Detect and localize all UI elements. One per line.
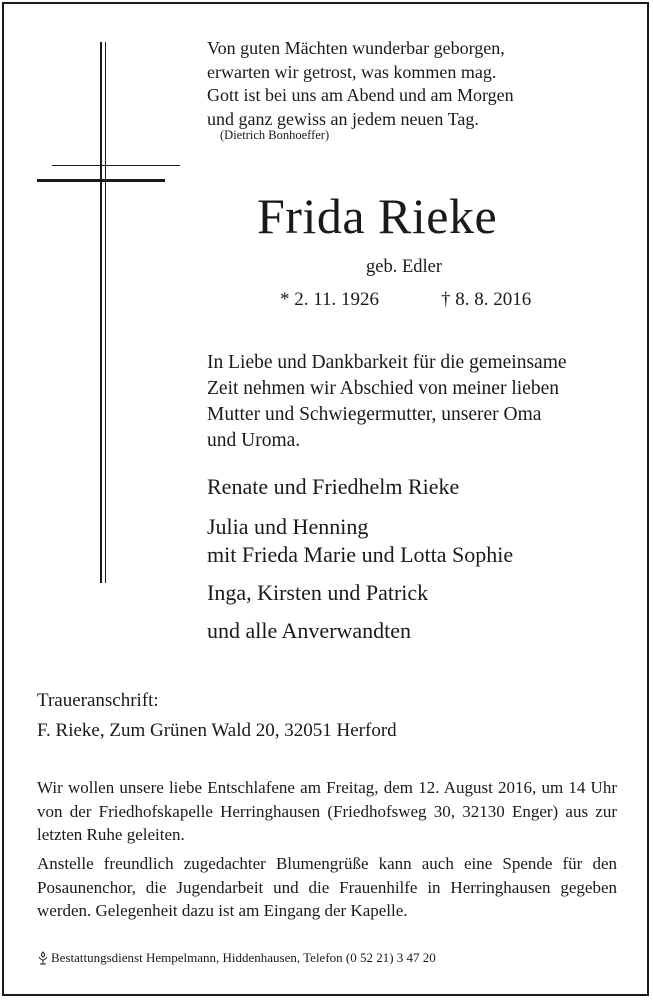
poem <box>207 37 514 131</box>
deceased-name: Frida Rieke <box>257 188 498 244</box>
cross-horizontal-bar <box>37 179 165 182</box>
mourner-entry: Renate und Friedhelm Rieke <box>207 474 460 499</box>
cross-horizontal-bar-thin <box>52 165 180 166</box>
farewell-line: Zeit nehmen wir Abschied von meiner lieben <box>207 378 559 399</box>
cross-vertical-bar-thin <box>105 42 106 583</box>
farewell-line: und Uroma. <box>207 430 301 451</box>
funeral-home-footer <box>37 950 436 966</box>
address-label: Traueranschrift: <box>37 690 159 711</box>
farewell-line: In Liebe und Dankbarkeit für die gemeinsame <box>207 352 567 373</box>
mourner-entry: Inga, Kirsten und Patrick <box>207 580 429 605</box>
poem-author: (Dietrich Bonhoeffer) <box>220 128 330 142</box>
poem-line: erwarten wir getrost, was kommen mag. <box>207 61 497 82</box>
poem-line: und ganz gewiss an jedem neuen Tag. <box>207 108 479 129</box>
mourner-entry: Julia und Henning <box>207 514 369 539</box>
ceremony-text: Wir wollen unsere liebe Entschlafene am Freitag, dem 12. August 2016, um 14 Uhr von der Friedhofskapelle Herringhausen (Friedhofsweg 30, 32130 Enger) aus zur letzten Ruhe geleiten. <box>37 778 617 844</box>
death-date: † 8. 8. 2016 <box>441 289 532 310</box>
obituary-notice <box>2 2 649 996</box>
donation-text: Anstelle freundlich zugedachter Blumengrüße kann auch eine Spende für den Posaunenchor, die Jugendarbeit und die Frauenhilfe in Herringhausen gegeben werden. Gelegenheit dazu ist am Eingang der Kapelle. <box>37 854 617 920</box>
address-value: F. Rieke, Zum Grünen Wald 20, 32051 Herford <box>37 720 397 741</box>
farewell-text <box>207 350 567 454</box>
maiden-name: geb. Edler <box>366 257 443 277</box>
funeral-lamp-icon <box>37 951 49 965</box>
poem-line: Gott ist bei uns am Abend und am Morgen <box>207 85 514 105</box>
mourner-entry: mit Frieda Marie und Lotta Sophie <box>207 542 514 567</box>
birth-date: * 2. 11. 1926 <box>280 289 380 310</box>
funeral-home-text: Bestattungsdienst Hempelmann, Hiddenhausen, Telefon (0 52 21) 3 47 20 <box>51 950 436 965</box>
poem-line: Von guten Mächten wunderbar geborgen, <box>207 38 505 58</box>
cross-vertical-bar <box>100 42 102 583</box>
mourner-entry: und alle Anverwandten <box>207 618 412 643</box>
farewell-line: Mutter und Schwiegermutter, unserer Oma <box>207 404 542 425</box>
